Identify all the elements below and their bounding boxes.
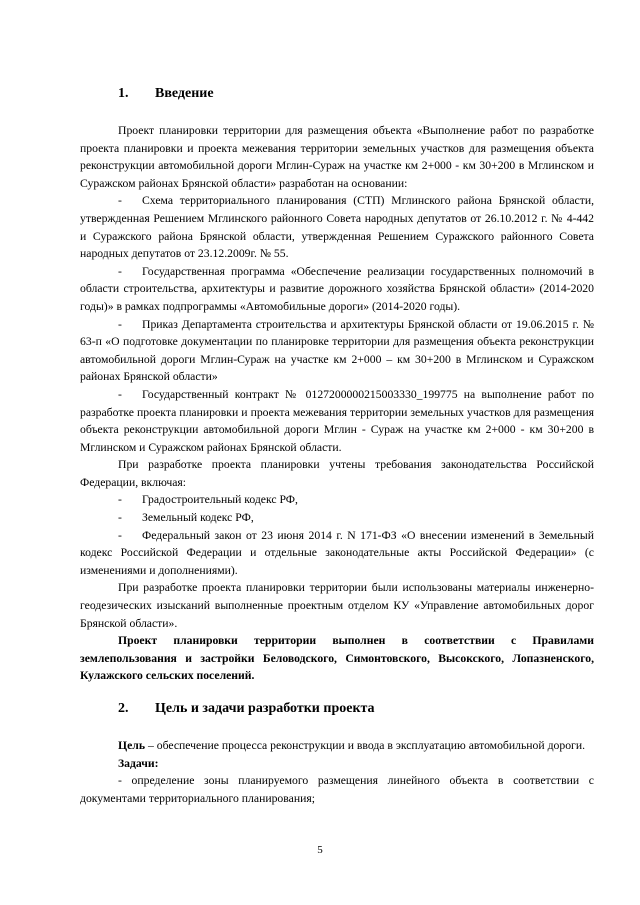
basis-item: - Схема территориального планирования (СТП) Мглинского района Брянской области, утвержденная Решением Мглинского районного Совета народных депутатов от 26.10.2012 г. № 4-442 и Суражского района Брянской области, утвержденная Решением Суражского районного Совета народных депутатов от 23.12.2009г. № 55. (80, 194, 594, 261)
goal-label: Цель (118, 739, 146, 752)
section-heading-introduction (80, 84, 594, 104)
law-item: - Градостроительный кодекс РФ, (118, 493, 298, 507)
section-number: 1. (118, 86, 129, 101)
goal-paragraph (80, 737, 594, 755)
compliance-statement: Проект планировки территории выполнен в соответствии с Правилами землепользования и застройки Беловодского, Симонтовского, Высокского, Лопазненского, Кулажского сельских поселений. (80, 634, 594, 683)
basis-item: - Государственный контракт № 0127200000215003330_199775 на выполнение работ по разработке проекта планировки и проекта межевания территории земельных участков для размещения объекта реконструкции автомобильной дороги Мглин - Сураж на участке км 2+000 - км 30+200 в Мглинском и Суражском районах Брянской области. (80, 387, 594, 454)
section-title: Цель и задачи разработки проекта (155, 701, 375, 716)
intro-paragraph: Проект планировки территории для размещения объекта «Выполнение работ по разработке проекта планировки и проекта межевания территории земельных участков для размещения объекта реконструкции автомобильной дороги Мглин-Сураж на участке км 2+000 - км 30+200 в Мглинском и Суражском районах Брянской области» разработан на основании: (80, 124, 594, 190)
section-heading-goals (80, 699, 594, 719)
page-number: 5 (317, 844, 323, 856)
basis-item: - Приказ Департамента строительства и архитектуры Брянской области от 19.06.2015 г. № 63-п «О подготовке документации по планировке территории для размещения объекта реконструкции автомобильной дороги Мглин-Сураж на участке км 2+000 – км 30+200 в Мглинском и Суражском районах Брянской области» (80, 317, 594, 384)
law-item: - Земельный кодекс РФ, (118, 511, 254, 525)
materials-paragraph: При разработке проекта планировки территории были использованы материалы инженерно-геодезических изысканий выполненные проектным отделом КУ «Управление автомобильных дорог Брянской области». (80, 581, 594, 630)
document-page (80, 84, 594, 807)
goal-text: – обеспечение процесса реконструкции и ввода в эксплуатацию автомобильной дороги. (145, 739, 586, 752)
tasks-label: Задачи: (118, 756, 159, 770)
task-item: - определение зоны планируемого размещения линейного объекта в соответствии с документами территориального планирования; (80, 774, 594, 805)
section-title: Введение (155, 86, 214, 101)
requirements-paragraph: При разработке проекта планировки учтены требования законодательства Российской Федерации, включая: (80, 458, 594, 489)
section-number: 2. (118, 701, 129, 716)
basis-item: - Государственная программа «Обеспечение реализации государственных полномочий в области строительства, архитектуры и развитие дорожного хозяйства Брянской области» (2014-2020 годы)» в рамках подпрограммы «Автомобильные дороги» (2014-2020 годы). (80, 264, 594, 313)
law-item: - Федеральный закон от 23 июня 2014 г. N 171-ФЗ «О внесении изменений в Земельный кодекс Российской Федерации и отдельные законодательные акты Российской Федерации» (с изменениями и дополнениями). (80, 528, 594, 577)
